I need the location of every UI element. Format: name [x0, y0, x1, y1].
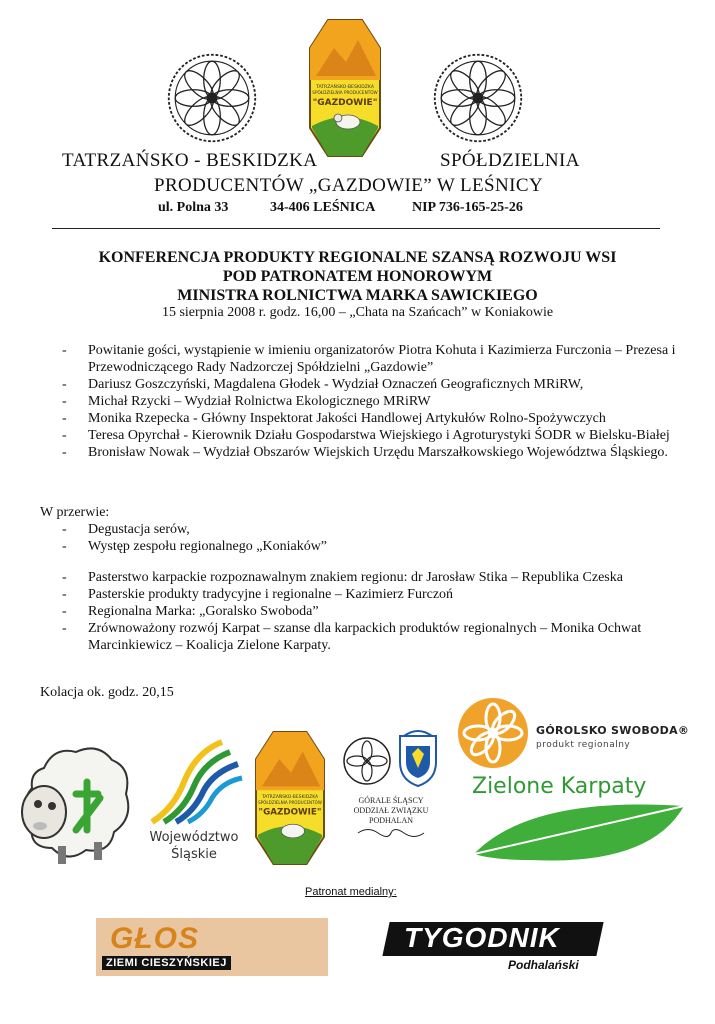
- glos-wordmark: GŁOS: [110, 922, 200, 955]
- program-item: - Michał Rzycki – Wydział Rolnictwa Ekologicznego MRiRW: [62, 393, 692, 410]
- zielone-karpaty-wordmark: Zielone Karpaty: [472, 774, 647, 799]
- conference-title-line1: KONFERENCJA PRODUKTY REGIONALNE SZANSĄ ROZWOJU WSI: [98, 249, 617, 266]
- header-divider: [52, 228, 660, 229]
- wojewodztwo-slaskie-logo: [144, 738, 244, 826]
- badge-footer-line1: TATRZAŃSKO-BESKIDZKA: [261, 795, 319, 800]
- tygodnik-wordmark: TYGODNIK: [404, 922, 560, 953]
- break-list: [62, 521, 682, 555]
- program-item: - Dariusz Goszczyński, Magdalena Głodek - Wydział Oznaczeń Geograficznych MRiRW,: [62, 376, 692, 393]
- program-item: - Monika Rzepecka - Główny Inspektorat Jakości Handlowej Artykułów Rolno-Spożywczych: [62, 410, 692, 427]
- address-nip: NIP 736-165-25-26: [412, 200, 523, 215]
- gorolsko-swoboda-subtitle: produkt regionalny: [536, 740, 631, 750]
- program-item: - Powitanie gości, wystąpienie w imieniu organizatorów Piotra Kohuta i Kazimierza Furczonia – Prezesa i Przewodniczącego Rady Nadzorczej Spółdzielni „Gazdowie”: [62, 342, 692, 376]
- sheep-mascot-icon: [14, 738, 134, 868]
- gazdowie-badge-logo: [308, 18, 382, 158]
- wojewodztwo-line1: Województwo: [149, 830, 239, 845]
- gorale-rosette-icon: [342, 736, 392, 786]
- conference-title-line3: MINISTRA ROLNICTWA MARKA SAWICKIEGO: [177, 287, 538, 304]
- gorale-coat-of-arms-icon: [396, 728, 440, 788]
- break-item: - Degustacja serów,: [62, 521, 682, 538]
- program-list: [62, 342, 692, 461]
- tygodnik-logo: [386, 916, 604, 978]
- break-item: - Występ zespołu regionalnego „Koniaków”: [62, 538, 682, 555]
- talk-item: - Pasterstwo karpackie rozpoznawalnym znakiem regionu: dr Jarosław Stika – Republika Czeska: [62, 569, 662, 586]
- talk-item: - Zrównoważony rozwój Karpat – szanse dla karpackich produktów regionalnych – Monika Ochwat Marcinkiewicz – Koalicja Zielone Karpaty.: [62, 620, 662, 654]
- gorale-line1: GÓRALE ŚLĄSCY: [358, 796, 424, 805]
- right-folk-rosette-icon: [432, 52, 524, 144]
- gorale-line3: PODHALAN: [369, 816, 413, 825]
- address-street: ul. Polna 33: [158, 200, 229, 215]
- talk-item: - Regionalna Marka: „Goralsko Swoboda”: [62, 603, 662, 620]
- glos-subtitle: ZIEMI CIESZYŃSKIEJ: [102, 956, 231, 970]
- green-leaf-icon: [470, 802, 688, 864]
- org-name-line2: PRODUCENTÓW „GAZDOWIE” W LEŚNICY: [154, 175, 544, 196]
- org-name-left: TATRZAŃSKO - BESKIDZKA: [62, 150, 318, 171]
- badge-footer-name: "GAZDOWIE": [258, 807, 322, 818]
- org-name-right: SPÓŁDZIELNIA: [440, 150, 580, 171]
- badge-line1: TATRZAŃSKO-BESKIDZKA: [316, 85, 374, 90]
- left-folk-rosette-icon: [166, 52, 258, 144]
- break-label: W przerwie:: [40, 505, 110, 520]
- wojewodztwo-line2: Śląskie: [171, 847, 217, 862]
- badge-footer-line2: SPÓŁDZIELNIA PRODUCENTÓW: [258, 799, 322, 805]
- glos-logo: [96, 918, 328, 976]
- talks-list: [62, 569, 662, 654]
- gazdowie-badge-footer-logo: [254, 730, 326, 866]
- badge-line2: SPÓŁDZIELNIA PRODUCENTÓW: [312, 90, 378, 95]
- talk-item: - Pasterskie produkty tradycyjne i regionalne – Kazimierz Furczoń: [62, 586, 662, 603]
- address-city: 34-406 LEŚNICA: [270, 200, 376, 215]
- media-patronage-label: Patronat medialny:: [305, 886, 397, 898]
- conference-date-place: 15 sierpnia 2008 r. godz. 16,00 – „Chata na Szańcach” w Koniakowie: [161, 305, 554, 320]
- gorale-line2: ODDZIAŁ ZWIĄZKU: [353, 806, 429, 815]
- supper-time: Kolacja ok. godz. 20,15: [40, 685, 174, 700]
- badge-name: "GAZDOWIE": [312, 98, 378, 108]
- gorolsko-swoboda-flower-icon: [456, 696, 530, 770]
- tygodnik-subtitle: Podhalański: [508, 958, 579, 972]
- program-item: - Bronisław Nowak – Wydział Obszarów Wiejskich Urzędu Marszałkowskiego Województwa Śląskiego.: [62, 444, 692, 461]
- program-item: - Teresa Opyrchał - Kierownik Działu Gospodarstwa Wiejskiego i Agroturystyki ŚODR w Bielsku-Białej: [62, 427, 692, 444]
- gorale-ornament-icon: [356, 826, 426, 840]
- gorolsko-swoboda-title: GÓROLSKO SWOBODA®: [536, 724, 690, 737]
- conference-title-line2: POD PATRONATEM HONOROWYM: [222, 268, 493, 285]
